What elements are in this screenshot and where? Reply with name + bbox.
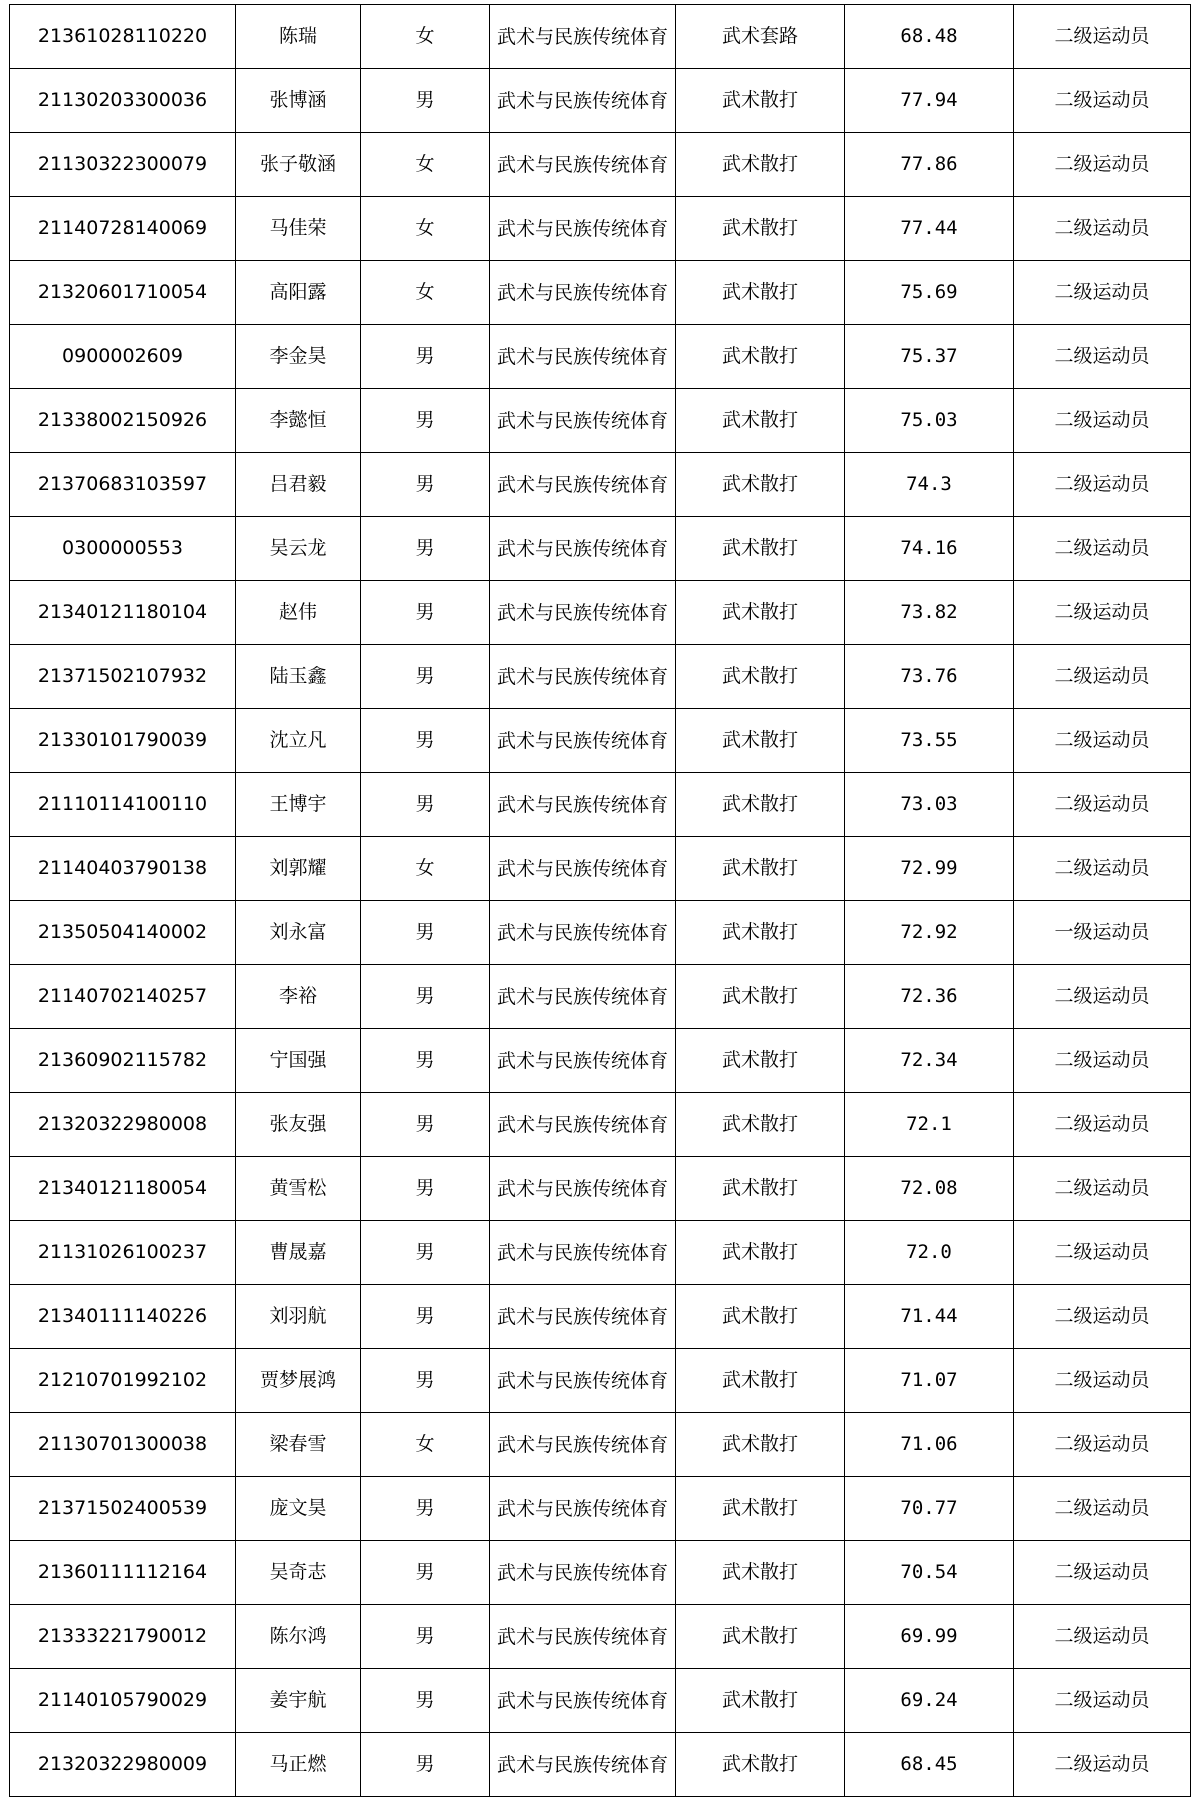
- score-cell: 70.77: [845, 1477, 1014, 1541]
- score-cell: 68.48: [845, 5, 1014, 69]
- athlete-id-cell: 21320322980009: [10, 1733, 236, 1797]
- gender-cell: 男: [361, 517, 490, 581]
- table-row: [10, 1413, 1191, 1477]
- athlete-name-cell: 吕君毅: [236, 453, 361, 517]
- athlete-id-cell: 21140728140069: [10, 197, 236, 261]
- gender-cell: 女: [361, 5, 490, 69]
- gender-cell: 男: [361, 69, 490, 133]
- major-cell: [490, 1093, 676, 1157]
- gender-cell: 男: [361, 325, 490, 389]
- athlete-level-cell: 二级运动员: [1014, 645, 1191, 709]
- score-cell: 72.1: [845, 1093, 1014, 1157]
- athlete-level-cell: 二级运动员: [1014, 389, 1191, 453]
- athlete-level-cell: 二级运动员: [1014, 261, 1191, 325]
- athlete-id-cell: 21330101790039: [10, 709, 236, 773]
- athlete-name-cell: 李懿恒: [236, 389, 361, 453]
- event-cell: 武术散打: [676, 1541, 845, 1605]
- athlete-level-cell: 二级运动员: [1014, 1029, 1191, 1093]
- table-row: [10, 133, 1191, 197]
- athlete-level-cell: 二级运动员: [1014, 5, 1191, 69]
- athlete-name-cell: 高阳露: [236, 261, 361, 325]
- table-row: [10, 645, 1191, 709]
- major-cell-text: 武术与民族传统体育: [496, 473, 668, 496]
- major-cell: [490, 1285, 676, 1349]
- table-row: [10, 965, 1191, 1029]
- score-cell: 71.06: [845, 1413, 1014, 1477]
- athlete-name-cell: 王博宇: [236, 773, 361, 837]
- major-cell-text: 武术与民族传统体育: [496, 345, 668, 368]
- major-cell-text: 武术与民族传统体育: [496, 281, 668, 304]
- major-cell-text: 武术与民族传统体育: [496, 729, 668, 752]
- athlete-level-cell: 二级运动员: [1014, 1413, 1191, 1477]
- major-cell-text: 武术与民族传统体育: [496, 1497, 668, 1520]
- gender-cell: 男: [361, 645, 490, 709]
- table-row: [10, 389, 1191, 453]
- major-cell: [490, 261, 676, 325]
- gender-cell: 男: [361, 901, 490, 965]
- major-cell-text: 武术与民族传统体育: [496, 1561, 668, 1584]
- score-cell: 69.99: [845, 1605, 1014, 1669]
- gender-cell: 男: [361, 1157, 490, 1221]
- score-cell: 71.44: [845, 1285, 1014, 1349]
- athlete-name-cell: 曹晟嘉: [236, 1221, 361, 1285]
- gender-cell: 男: [361, 1669, 490, 1733]
- score-cell: 69.24: [845, 1669, 1014, 1733]
- major-cell: [490, 965, 676, 1029]
- major-cell-text: 武术与民族传统体育: [496, 793, 668, 816]
- event-cell: 武术散打: [676, 965, 845, 1029]
- event-cell: 武术散打: [676, 1477, 845, 1541]
- athlete-level-cell: 二级运动员: [1014, 197, 1191, 261]
- major-cell-text: 武术与民族传统体育: [496, 153, 668, 176]
- athlete-level-cell: 二级运动员: [1014, 773, 1191, 837]
- gender-cell: 男: [361, 1221, 490, 1285]
- major-cell-text: 武术与民族传统体育: [496, 921, 668, 944]
- major-cell: [490, 1733, 676, 1797]
- major-cell: [490, 1541, 676, 1605]
- major-cell: [490, 453, 676, 517]
- score-cell: 72.0: [845, 1221, 1014, 1285]
- athlete-name-cell: 陈尔鸿: [236, 1605, 361, 1669]
- major-cell: [490, 581, 676, 645]
- athlete-level-cell: 二级运动员: [1014, 325, 1191, 389]
- event-cell: 武术散打: [676, 453, 845, 517]
- athlete-name-cell: 刘郭耀: [236, 837, 361, 901]
- athlete-level-cell: 二级运动员: [1014, 1669, 1191, 1733]
- score-cell: 73.76: [845, 645, 1014, 709]
- event-cell: 武术散打: [676, 581, 845, 645]
- athlete-level-cell: 二级运动员: [1014, 1093, 1191, 1157]
- score-cell: 74.16: [845, 517, 1014, 581]
- roster-body: [10, 5, 1191, 1797]
- athlete-level-cell: 二级运动员: [1014, 453, 1191, 517]
- major-cell-text: 武术与民族传统体育: [496, 857, 668, 880]
- athlete-name-cell: 吴奇志: [236, 1541, 361, 1605]
- major-cell: [490, 1157, 676, 1221]
- athlete-name-cell: 赵伟: [236, 581, 361, 645]
- gender-cell: 男: [361, 773, 490, 837]
- score-cell: 74.3: [845, 453, 1014, 517]
- major-cell: [490, 133, 676, 197]
- major-cell: [490, 69, 676, 133]
- gender-cell: 男: [361, 389, 490, 453]
- table-row: [10, 1477, 1191, 1541]
- event-cell: 武术散打: [676, 1093, 845, 1157]
- athlete-level-cell: 二级运动员: [1014, 1477, 1191, 1541]
- event-cell: 武术散打: [676, 1669, 845, 1733]
- athlete-name-cell: 陆玉鑫: [236, 645, 361, 709]
- athlete-id-cell: 21333221790012: [10, 1605, 236, 1669]
- major-cell: [490, 1669, 676, 1733]
- major-cell-text: 武术与民族传统体育: [496, 1049, 668, 1072]
- athlete-level-cell: 一级运动员: [1014, 901, 1191, 965]
- athlete-name-cell: 张博涵: [236, 69, 361, 133]
- event-cell: 武术散打: [676, 1285, 845, 1349]
- gender-cell: 女: [361, 837, 490, 901]
- gender-cell: 男: [361, 1605, 490, 1669]
- athlete-level-cell: 二级运动员: [1014, 1349, 1191, 1413]
- athlete-name-cell: 刘羽航: [236, 1285, 361, 1349]
- athlete-level-cell: 二级运动员: [1014, 1285, 1191, 1349]
- table-row: [10, 709, 1191, 773]
- event-cell: 武术散打: [676, 1029, 845, 1093]
- score-cell: 77.86: [845, 133, 1014, 197]
- major-cell: [490, 1221, 676, 1285]
- athlete-name-cell: 梁春雪: [236, 1413, 361, 1477]
- athlete-name-cell: 宁国强: [236, 1029, 361, 1093]
- score-cell: 70.54: [845, 1541, 1014, 1605]
- athlete-name-cell: 刘永富: [236, 901, 361, 965]
- major-cell: [490, 709, 676, 773]
- score-cell: 77.94: [845, 69, 1014, 133]
- athlete-name-cell: 沈立凡: [236, 709, 361, 773]
- gender-cell: 男: [361, 1541, 490, 1605]
- athlete-name-cell: 张子敬涵: [236, 133, 361, 197]
- table-row: [10, 325, 1191, 389]
- athlete-id-cell: 21371502400539: [10, 1477, 236, 1541]
- major-cell-text: 武术与民族传统体育: [496, 409, 668, 432]
- table-row: [10, 901, 1191, 965]
- major-cell-text: 武术与民族传统体育: [496, 1241, 668, 1264]
- athlete-id-cell: 21360902115782: [10, 1029, 236, 1093]
- event-cell: 武术散打: [676, 1221, 845, 1285]
- athlete-id-cell: 0900002609: [10, 325, 236, 389]
- major-cell: [490, 389, 676, 453]
- major-cell: [490, 1349, 676, 1413]
- major-cell: [490, 5, 676, 69]
- major-cell-text: 武术与民族传统体育: [496, 601, 668, 624]
- major-cell: [490, 1605, 676, 1669]
- table-row: [10, 1669, 1191, 1733]
- event-cell: 武术套路: [676, 5, 845, 69]
- major-cell: [490, 901, 676, 965]
- major-cell-text: 武术与民族传统体育: [496, 217, 668, 240]
- major-cell-text: 武术与民族传统体育: [496, 1753, 668, 1776]
- athlete-id-cell: 21130203300036: [10, 69, 236, 133]
- event-cell: 武术散打: [676, 517, 845, 581]
- score-cell: 75.03: [845, 389, 1014, 453]
- athlete-level-cell: 二级运动员: [1014, 1733, 1191, 1797]
- table-row: [10, 1541, 1191, 1605]
- table-row: [10, 197, 1191, 261]
- major-cell: [490, 773, 676, 837]
- gender-cell: 男: [361, 1733, 490, 1797]
- event-cell: 武术散打: [676, 1605, 845, 1669]
- major-cell: [490, 197, 676, 261]
- athlete-id-cell: 21340121180104: [10, 581, 236, 645]
- table-row: [10, 773, 1191, 837]
- major-cell-text: 武术与民族传统体育: [496, 537, 668, 560]
- event-cell: 武术散打: [676, 1413, 845, 1477]
- major-cell: [490, 645, 676, 709]
- athlete-id-cell: 21140105790029: [10, 1669, 236, 1733]
- table-row: [10, 581, 1191, 645]
- athlete-level-cell: 二级运动员: [1014, 581, 1191, 645]
- major-cell-text: 武术与民族传统体育: [496, 1689, 668, 1712]
- athlete-name-cell: 马佳荣: [236, 197, 361, 261]
- table-row: [10, 261, 1191, 325]
- athlete-roster-table: [9, 4, 1191, 1797]
- gender-cell: 男: [361, 1477, 490, 1541]
- score-cell: 72.99: [845, 837, 1014, 901]
- athlete-id-cell: 21110114100110: [10, 773, 236, 837]
- athlete-id-cell: 21360111112164: [10, 1541, 236, 1605]
- athlete-name-cell: 贾梦展鸿: [236, 1349, 361, 1413]
- table-row: [10, 453, 1191, 517]
- event-cell: 武术散打: [676, 1349, 845, 1413]
- athlete-id-cell: 21140403790138: [10, 837, 236, 901]
- major-cell: [490, 325, 676, 389]
- athlete-id-cell: 0300000553: [10, 517, 236, 581]
- athlete-id-cell: 21320322980008: [10, 1093, 236, 1157]
- gender-cell: 男: [361, 1285, 490, 1349]
- score-cell: 72.08: [845, 1157, 1014, 1221]
- gender-cell: 男: [361, 709, 490, 773]
- table-row: [10, 517, 1191, 581]
- event-cell: 武术散打: [676, 709, 845, 773]
- event-cell: 武术散打: [676, 133, 845, 197]
- score-cell: 73.03: [845, 773, 1014, 837]
- score-cell: 75.69: [845, 261, 1014, 325]
- table-row: [10, 1349, 1191, 1413]
- score-cell: 73.82: [845, 581, 1014, 645]
- event-cell: 武术散打: [676, 1157, 845, 1221]
- event-cell: 武术散打: [676, 645, 845, 709]
- score-cell: 75.37: [845, 325, 1014, 389]
- gender-cell: 男: [361, 1349, 490, 1413]
- gender-cell: 男: [361, 453, 490, 517]
- table-row: [10, 69, 1191, 133]
- athlete-id-cell: 21338002150926: [10, 389, 236, 453]
- table-row: [10, 1029, 1191, 1093]
- event-cell: 武术散打: [676, 901, 845, 965]
- event-cell: 武术散打: [676, 1733, 845, 1797]
- major-cell-text: 武术与民族传统体育: [496, 1113, 668, 1136]
- athlete-name-cell: 黄雪松: [236, 1157, 361, 1221]
- athlete-id-cell: 21340111140226: [10, 1285, 236, 1349]
- athlete-level-cell: 二级运动员: [1014, 1541, 1191, 1605]
- athlete-name-cell: 李金昊: [236, 325, 361, 389]
- major-cell-text: 武术与民族传统体育: [496, 1625, 668, 1648]
- athlete-name-cell: 姜宇航: [236, 1669, 361, 1733]
- major-cell-text: 武术与民族传统体育: [496, 1177, 668, 1200]
- event-cell: 武术散打: [676, 325, 845, 389]
- score-cell: 77.44: [845, 197, 1014, 261]
- athlete-level-cell: 二级运动员: [1014, 133, 1191, 197]
- score-cell: 72.36: [845, 965, 1014, 1029]
- athlete-id-cell: 21130322300079: [10, 133, 236, 197]
- score-cell: 72.34: [845, 1029, 1014, 1093]
- table-row: [10, 1733, 1191, 1797]
- athlete-id-cell: 21350504140002: [10, 901, 236, 965]
- event-cell: 武术散打: [676, 389, 845, 453]
- gender-cell: 男: [361, 965, 490, 1029]
- athlete-id-cell: 21210701992102: [10, 1349, 236, 1413]
- gender-cell: 女: [361, 197, 490, 261]
- major-cell-text: 武术与民族传统体育: [496, 665, 668, 688]
- athlete-id-cell: 21361028110220: [10, 5, 236, 69]
- event-cell: 武术散打: [676, 69, 845, 133]
- major-cell: [490, 1413, 676, 1477]
- table-row: [10, 5, 1191, 69]
- table-row: [10, 1093, 1191, 1157]
- athlete-level-cell: 二级运动员: [1014, 1221, 1191, 1285]
- athlete-id-cell: 21320601710054: [10, 261, 236, 325]
- table-row: [10, 1285, 1191, 1349]
- major-cell-text: 武术与民族传统体育: [496, 89, 668, 112]
- athlete-id-cell: 21371502107932: [10, 645, 236, 709]
- athlete-level-cell: 二级运动员: [1014, 1157, 1191, 1221]
- gender-cell: 男: [361, 1093, 490, 1157]
- table-row: [10, 1605, 1191, 1669]
- major-cell: [490, 837, 676, 901]
- athlete-level-cell: 二级运动员: [1014, 965, 1191, 1029]
- athlete-id-cell: 21370683103597: [10, 453, 236, 517]
- major-cell: [490, 517, 676, 581]
- athlete-name-cell: 马正燃: [236, 1733, 361, 1797]
- athlete-id-cell: 21340121180054: [10, 1157, 236, 1221]
- event-cell: 武术散打: [676, 773, 845, 837]
- athlete-level-cell: 二级运动员: [1014, 709, 1191, 773]
- gender-cell: 男: [361, 1029, 490, 1093]
- athlete-level-cell: 二级运动员: [1014, 1605, 1191, 1669]
- major-cell-text: 武术与民族传统体育: [496, 1305, 668, 1328]
- gender-cell: 女: [361, 133, 490, 197]
- score-cell: 72.92: [845, 901, 1014, 965]
- athlete-name-cell: 张友强: [236, 1093, 361, 1157]
- athlete-id-cell: 21131026100237: [10, 1221, 236, 1285]
- event-cell: 武术散打: [676, 197, 845, 261]
- athlete-name-cell: 吴云龙: [236, 517, 361, 581]
- score-cell: 68.45: [845, 1733, 1014, 1797]
- athlete-name-cell: 李裕: [236, 965, 361, 1029]
- athlete-level-cell: 二级运动员: [1014, 837, 1191, 901]
- athlete-name-cell: 庞文昊: [236, 1477, 361, 1541]
- major-cell: [490, 1477, 676, 1541]
- score-cell: 73.55: [845, 709, 1014, 773]
- roster-sheet: [9, 4, 1191, 1797]
- major-cell-text: 武术与民族传统体育: [496, 1369, 668, 1392]
- gender-cell: 男: [361, 581, 490, 645]
- gender-cell: 女: [361, 261, 490, 325]
- score-cell: 71.07: [845, 1349, 1014, 1413]
- major-cell-text: 武术与民族传统体育: [496, 985, 668, 1008]
- event-cell: 武术散打: [676, 837, 845, 901]
- major-cell-text: 武术与民族传统体育: [496, 25, 668, 48]
- athlete-name-cell: 陈瑞: [236, 5, 361, 69]
- athlete-id-cell: 21130701300038: [10, 1413, 236, 1477]
- major-cell: [490, 1029, 676, 1093]
- athlete-level-cell: 二级运动员: [1014, 517, 1191, 581]
- table-row: [10, 1221, 1191, 1285]
- table-row: [10, 1157, 1191, 1221]
- gender-cell: 女: [361, 1413, 490, 1477]
- table-row: [10, 837, 1191, 901]
- athlete-id-cell: 21140702140257: [10, 965, 236, 1029]
- major-cell-text: 武术与民族传统体育: [496, 1433, 668, 1456]
- event-cell: 武术散打: [676, 261, 845, 325]
- athlete-level-cell: 二级运动员: [1014, 69, 1191, 133]
